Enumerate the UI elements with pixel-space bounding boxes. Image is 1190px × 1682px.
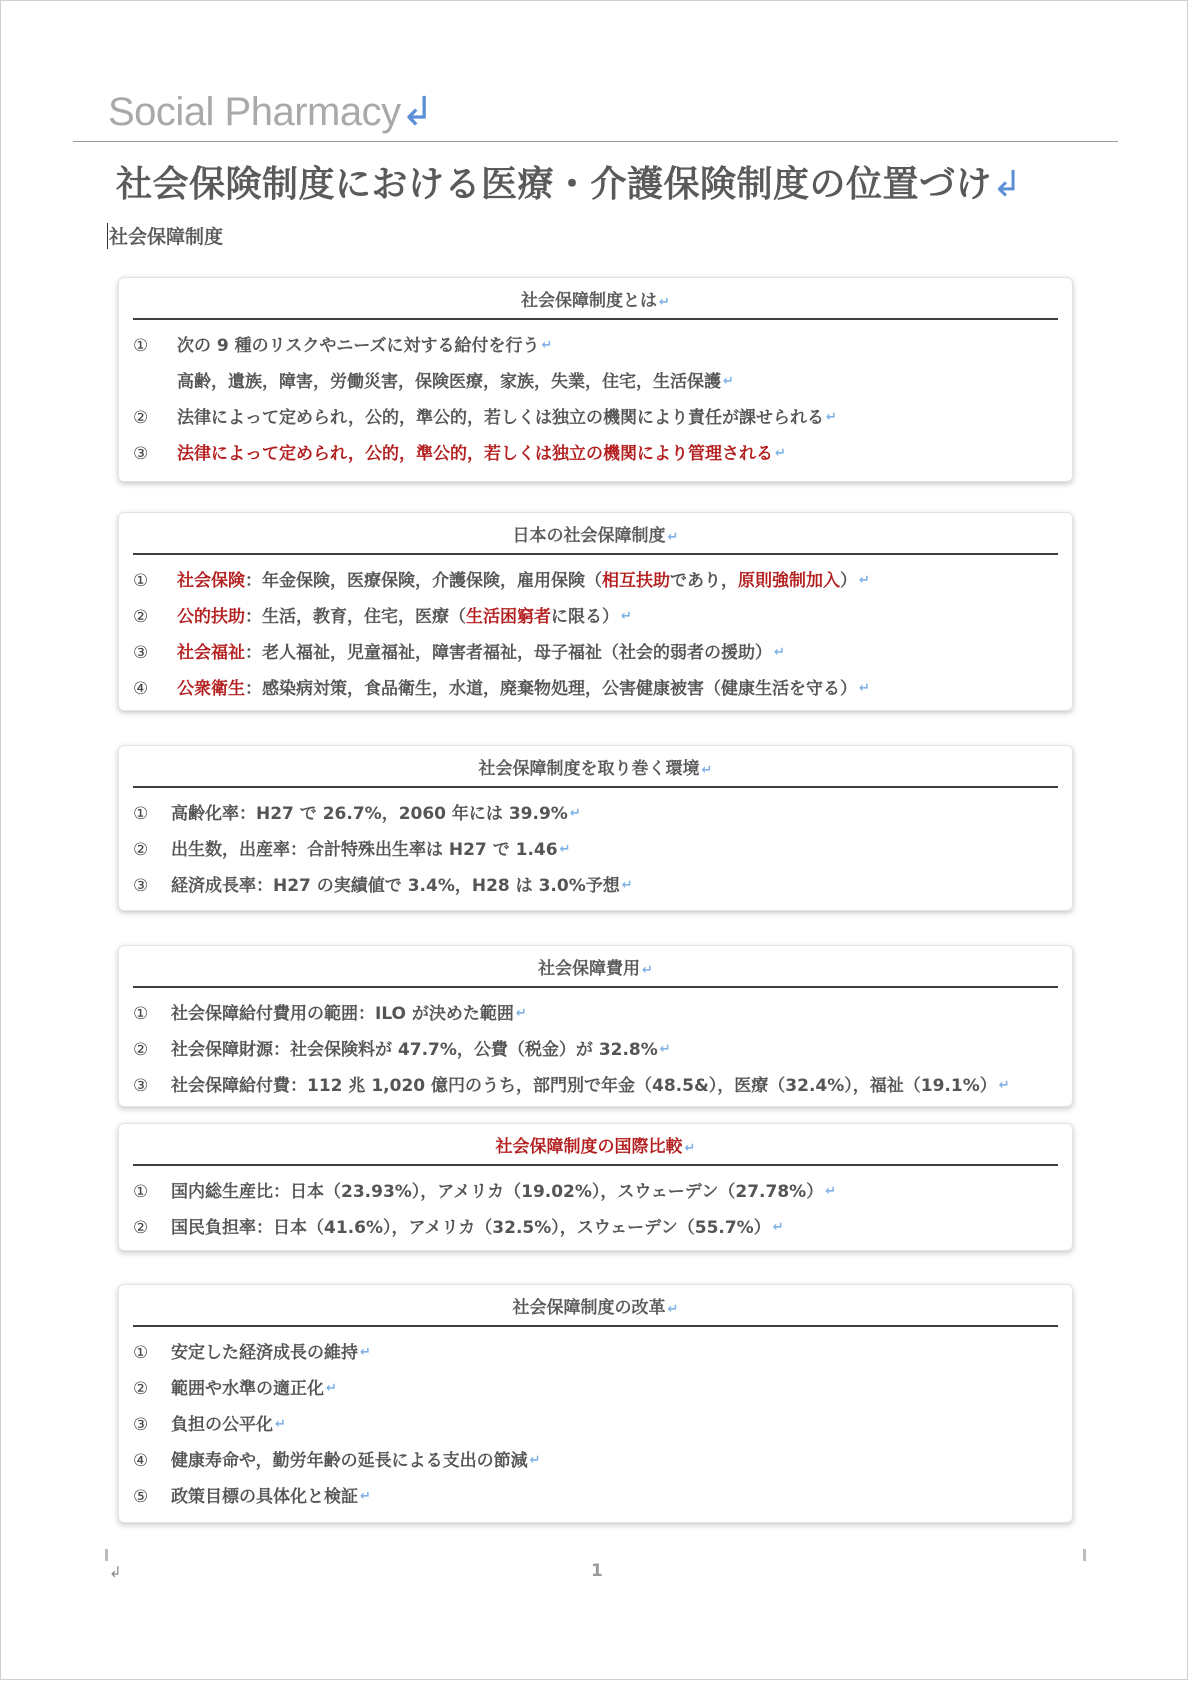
list-item: ③ 法律によって定められ，公的，準公的，若しくは独立の機関により管理される ↵	[133, 436, 1072, 472]
item-text: 高齢化率：H27 で 26.7%，2060 年には 39.9%	[171, 804, 568, 824]
box-title: 社会保障制度とは ↵	[521, 291, 670, 311]
list-item: ① 高齢化率：H27 で 26.7%，2060 年には 39.9% ↵	[133, 796, 1072, 832]
info-box-environment	[118, 745, 1073, 911]
item-text: ：感染病対策，食品衛生，水道，廃棄物処理，公害健康被害（健康生活を守る）	[245, 679, 857, 699]
header-title: Social Pharmacy↲	[108, 90, 434, 134]
item-text: 国民負担率：日本（41.6%），アメリカ（32.5%），スウェーデン（55.7%）	[171, 1218, 771, 1238]
item-text: 出生数，出産率：合計特殊出生率は H27 で 1.46	[171, 840, 558, 860]
item-number: ③	[133, 876, 149, 896]
item-label: 社会保険	[177, 571, 245, 591]
text-cursor	[107, 223, 108, 249]
item-text: 社会保障給付費用の範囲：ILO が決めた範囲	[171, 1004, 514, 1024]
box-title: 社会保障制度の国際比較 ↵	[495, 1137, 696, 1157]
list-item: ② 出生数，出産率：合計特殊出生率は H27 で 1.46 ↵	[133, 832, 1072, 868]
item-text: 範囲や水準の適正化	[171, 1379, 324, 1399]
list-item: ① 社会保障給付費用の範囲：ILO が決めた範囲 ↵	[133, 996, 1072, 1032]
list-item: ② 範囲や水準の適正化 ↵	[133, 1371, 1072, 1407]
item-highlight: 原則強制加入	[738, 571, 840, 591]
item-label: 公衆衛生	[177, 679, 245, 699]
box-title: 日本の社会保障制度 ↵	[512, 526, 679, 546]
item-number: ②	[133, 607, 149, 627]
list-item: ④ 公衆衛生 ：感染病対策，食品衛生，水道，廃棄物処理，公害健康被害（健康生活を守る） ↵	[133, 671, 1072, 707]
info-box-reform	[118, 1284, 1073, 1523]
item-text: 経済成長率：H27 の実績値で 3.4%，H28 は 3.0%予想	[171, 876, 620, 896]
item-text: 高齢，遺族，障害，労働災害，保険医療，家族，失業，住宅，生活保護	[177, 372, 721, 392]
list-item: ③ 経済成長率：H27 の実績値で 3.4%，H28 は 3.0%予想 ↵	[133, 868, 1072, 904]
paragraph-mark-icon: ↲	[109, 1563, 122, 1581]
item-number: ④	[133, 1451, 149, 1471]
item-number: ①	[133, 1343, 149, 1363]
item-number: ①	[133, 571, 149, 591]
box-title: 社会保障費用 ↵	[538, 959, 653, 979]
list-item: ① 安定した経済成長の維持 ↵	[133, 1335, 1072, 1371]
list-item: ② 社会保障財源：社会保険料が 47.7%，公費（税金）が 32.8% ↵	[133, 1032, 1072, 1068]
item-number: ①	[133, 1004, 149, 1024]
item-text: 次の 9 種のリスクやニーズに対する給付を行う	[177, 336, 540, 356]
item-number: ②	[133, 1040, 149, 1060]
item-number: ③	[133, 444, 149, 464]
list-item: ① 次の 9 種のリスクやニーズに対する給付を行う ↵	[133, 328, 1072, 364]
item-text: 法律によって定められ，公的，準公的，若しくは独立の機関により責任が課せられる	[177, 408, 825, 428]
item-number: ①	[133, 1182, 149, 1202]
item-text: に限る）	[551, 607, 619, 627]
item-text: であり，	[670, 571, 738, 591]
info-box-overview	[118, 277, 1073, 482]
list-item: ④ 健康寿命や，勤労年齢の延長による支出の節減 ↵	[133, 1443, 1072, 1479]
item-text: ：生活，教育，住宅，医療（	[245, 607, 466, 627]
info-box-expenses	[118, 945, 1073, 1107]
list-item: ③ 負担の公平化 ↵	[133, 1407, 1072, 1443]
item-number: ④	[133, 679, 149, 699]
item-number: ②	[133, 408, 149, 428]
item-text: 国内総生産比：日本（23.93%），アメリカ（19.02%），スウェーデン（27.78%）	[171, 1182, 824, 1202]
item-text: 社会保障給付費：112 兆 1,020 億円のうち，部門別で年金（48.5&），医療（32.4%），福祉（19.1%）	[171, 1076, 997, 1096]
page-number: 1	[591, 1561, 603, 1581]
list-item: ② 公的扶助 ：生活，教育，住宅，医療（ 生活困窮者 に限る） ↵	[133, 599, 1072, 635]
list-item: ③ 社会福祉 ：老人福祉，児童福祉，障害者福祉，母子福祉（社会的弱者の援助） ↵	[133, 635, 1072, 671]
item-text-highlight: 法律によって定められ，公的，準公的，若しくは独立の機関により管理される	[177, 444, 774, 464]
item-number: ⑤	[133, 1487, 149, 1507]
list-item: ① 国内総生産比：日本（23.93%），アメリカ（19.02%），スウェーデン（27.78%） ↵	[133, 1174, 1072, 1210]
item-text: 健康寿命や，勤労年齢の延長による支出の節減	[171, 1451, 528, 1471]
item-number: ③	[133, 1076, 149, 1096]
item-text: 社会保障財源：社会保険料が 47.7%，公費（税金）が 32.8%	[171, 1040, 658, 1060]
header-divider	[73, 141, 1118, 142]
item-text: ：老人福祉，児童福祉，障害者福祉，母子福祉（社会的弱者の援助）	[245, 643, 772, 663]
list-item: ③ 社会保障給付費：112 兆 1,020 億円のうち，部門別で年金（48.5&），医療（32.4%），福祉（19.1%） ↵	[133, 1068, 1072, 1104]
item-label: 社会福祉	[177, 643, 245, 663]
list-item: ① 社会保険 ：年金保険，医療保険，介護保険，雇用保険（ 相互扶助 であり， 原則強制加入 ） ↵	[133, 563, 1072, 599]
item-number: ①	[133, 336, 149, 356]
info-box-international	[118, 1123, 1073, 1251]
margin-corner-mark	[105, 1549, 108, 1561]
info-box-japan-system	[118, 512, 1073, 711]
box-title: 社会保障制度を取り巻く環境 ↵	[478, 759, 713, 779]
list-item: ⑤ 政策目標の具体化と検証 ↵	[133, 1479, 1072, 1515]
paragraph-mark-icon: ↲	[400, 90, 434, 134]
list-item: ② 法律によって定められ，公的，準公的，若しくは独立の機関により責任が課せられる ↵	[133, 400, 1072, 436]
item-highlight: 生活困窮者	[466, 607, 551, 627]
item-number: ①	[133, 804, 149, 824]
list-item: ② 国民負担率：日本（41.6%），アメリカ（32.5%），スウェーデン（55.7%） ↵	[133, 1210, 1072, 1246]
margin-corner-mark	[1083, 1549, 1086, 1561]
item-number: ②	[133, 1218, 149, 1238]
item-number: ②	[133, 840, 149, 860]
item-text: 負担の公平化	[171, 1415, 273, 1435]
item-text: 政策目標の具体化と検証	[171, 1487, 358, 1507]
item-number: ③	[133, 643, 149, 663]
document-title: 社会保険制度における医療・介護保険制度の位置づけ↲	[116, 164, 1023, 205]
item-number: ②	[133, 1379, 149, 1399]
item-text: ）	[840, 571, 857, 591]
item-number: ③	[133, 1415, 149, 1435]
list-item: 高齢，遺族，障害，労働災害，保険医療，家族，失業，住宅，生活保護 ↵	[133, 364, 1072, 400]
item-text: 安定した経済成長の維持	[171, 1343, 358, 1363]
item-text: ：年金保険，医療保険，介護保険，雇用保険（	[245, 571, 602, 591]
item-label: 公的扶助	[177, 607, 245, 627]
item-highlight: 相互扶助	[602, 571, 670, 591]
section-heading[interactable]: 社会保障制度	[109, 226, 224, 248]
paragraph-mark-icon: ↲	[992, 164, 1023, 205]
box-title: 社会保障制度の改革 ↵	[512, 1298, 679, 1318]
